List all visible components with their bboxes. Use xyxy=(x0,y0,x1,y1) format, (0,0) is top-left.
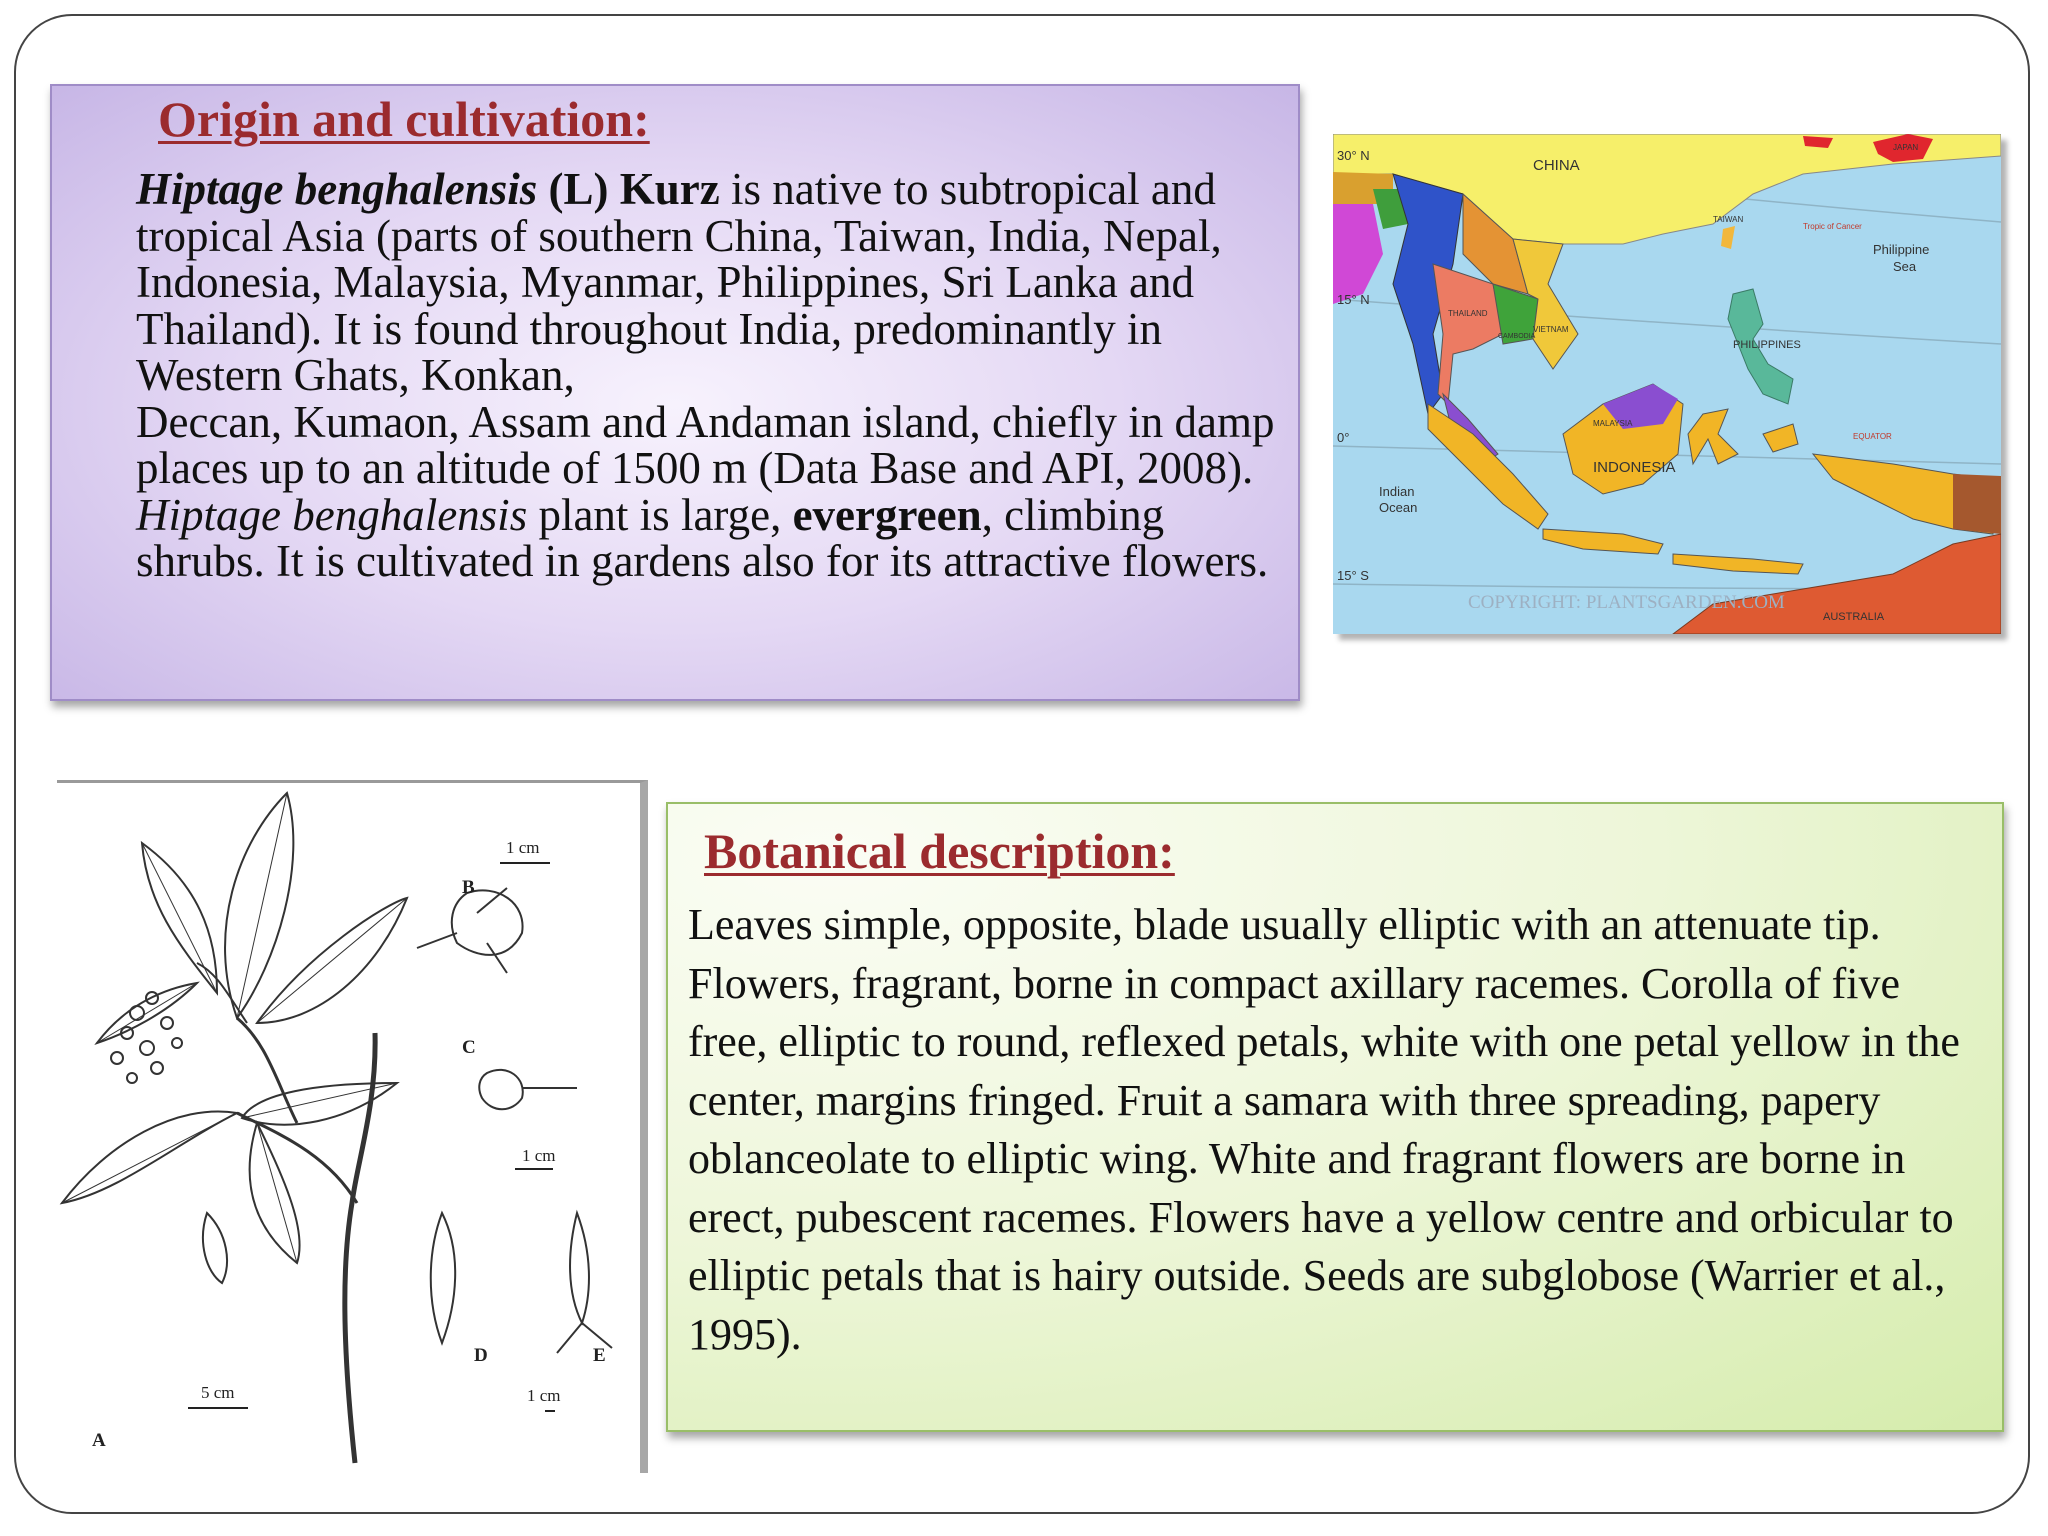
species-authority: (L) Kurz xyxy=(548,164,720,214)
map-label-vietnam: VIETNAM xyxy=(1533,325,1569,334)
map-label-indian-ocean-1: Indian xyxy=(1379,484,1415,499)
map-label-philippine-sea-2: Sea xyxy=(1893,259,1917,274)
origin-text-2: Deccan, Kumaon, Assam and Andaman island, chiefly in damp places up to an altitude of 1500 m (Data Base and API, 2008). xyxy=(136,396,1275,493)
map-label-malaysia: MALAYSIA xyxy=(1593,419,1633,428)
species-name-2: Hiptage benghalensis xyxy=(136,489,528,540)
origin-text-1: is native to subtropical and tropical Asia (parts of southern China, Taiwan, India, Nepal, Indonesia, Malaysia, Myanmar, Philippines, Sri Lanka and Thailand). It is found throughout India, predominantly in Western Ghats, Konkan, xyxy=(136,164,1222,400)
botany-heading: Botanical description: xyxy=(704,823,1175,879)
evergreen-term: evergreen xyxy=(792,489,982,540)
figure-label-c: C xyxy=(462,1037,476,1058)
map-label-taiwan: TAIWAN xyxy=(1713,215,1744,224)
map-label-indian-ocean-2: Ocean xyxy=(1379,500,1418,515)
map-label-australia: AUSTRALIA xyxy=(1823,611,1885,623)
figure-label-b: B xyxy=(462,877,475,898)
origin-text-3: plant is large, xyxy=(527,489,793,540)
korea-region xyxy=(1803,136,1833,148)
map-label-equator: EQUATOR xyxy=(1853,432,1892,441)
origin-box xyxy=(50,84,1300,701)
figure-label-d: D xyxy=(474,1345,488,1366)
map-lat-15s: 15° S xyxy=(1337,568,1369,583)
origin-heading: Origin and cultivation: xyxy=(158,91,650,147)
map-label-thailand: THAILAND xyxy=(1448,309,1488,318)
figure-label-a: A xyxy=(92,1430,106,1451)
map-label-tropic: Tropic of Cancer xyxy=(1803,222,1862,231)
map-lat-0: 0° xyxy=(1337,430,1350,445)
botany-paragraph: Leaves simple, opposite, blade usually elliptic with an attenuate tip. Flowers, fragrant, borne in compact axillary racemes. Corolla of five free, elliptic to round, reflexed petals, white with one petal yellow in the center, margins fringed. Fruit a samara with three spreading, papery oblanceolate to elliptic wing. White and fragrant flowers are borne in erect, pubescent racemes. Flowers have a yellow centre and orbicular to elliptic petals that is hairy outside. Seeds are subglobose (Warrier et al., 1995). xyxy=(688,900,1960,1359)
map-lat-30: 30° N xyxy=(1337,148,1370,163)
species-name: Hiptage benghalensis xyxy=(136,164,538,214)
origin-text-4: , climbing shrubs. It is cultivated in gardens also for its attractive flowers. xyxy=(136,489,1269,586)
map-copyright: COPYRIGHT: PLANTSGARDEN.COM xyxy=(1468,592,1785,613)
map-label-philippine-sea-1: Philippine xyxy=(1873,242,1930,257)
botany-box xyxy=(666,802,2004,1432)
scale-label-a: 5 cm xyxy=(201,1383,235,1402)
figure-label-e: E xyxy=(593,1345,606,1366)
illustration-graphic xyxy=(57,783,640,1473)
map-label-china: CHINA xyxy=(1533,157,1580,174)
scale-label-b: 1 cm xyxy=(506,838,540,857)
map-label-cambodia: CAMBODIA xyxy=(1498,333,1536,340)
papua-new-guinea-region xyxy=(1953,474,2001,534)
botanical-illustration xyxy=(57,780,648,1473)
map-label-japan: JAPAN xyxy=(1893,143,1919,152)
map-label-indonesia: INDONESIA xyxy=(1593,459,1676,476)
scale-bars xyxy=(188,863,555,1411)
plant-drawing xyxy=(62,793,612,1463)
scale-label-c: 1 cm xyxy=(522,1146,556,1165)
map-label-philippines: PHILIPPINES xyxy=(1733,339,1801,351)
map-graphic xyxy=(1333,134,2001,634)
map-lat-15: 15° N xyxy=(1337,292,1370,307)
scale-label-de: 1 cm xyxy=(527,1386,561,1405)
southeast-asia-map xyxy=(1333,134,2001,634)
origin-paragraph xyxy=(136,166,1286,585)
